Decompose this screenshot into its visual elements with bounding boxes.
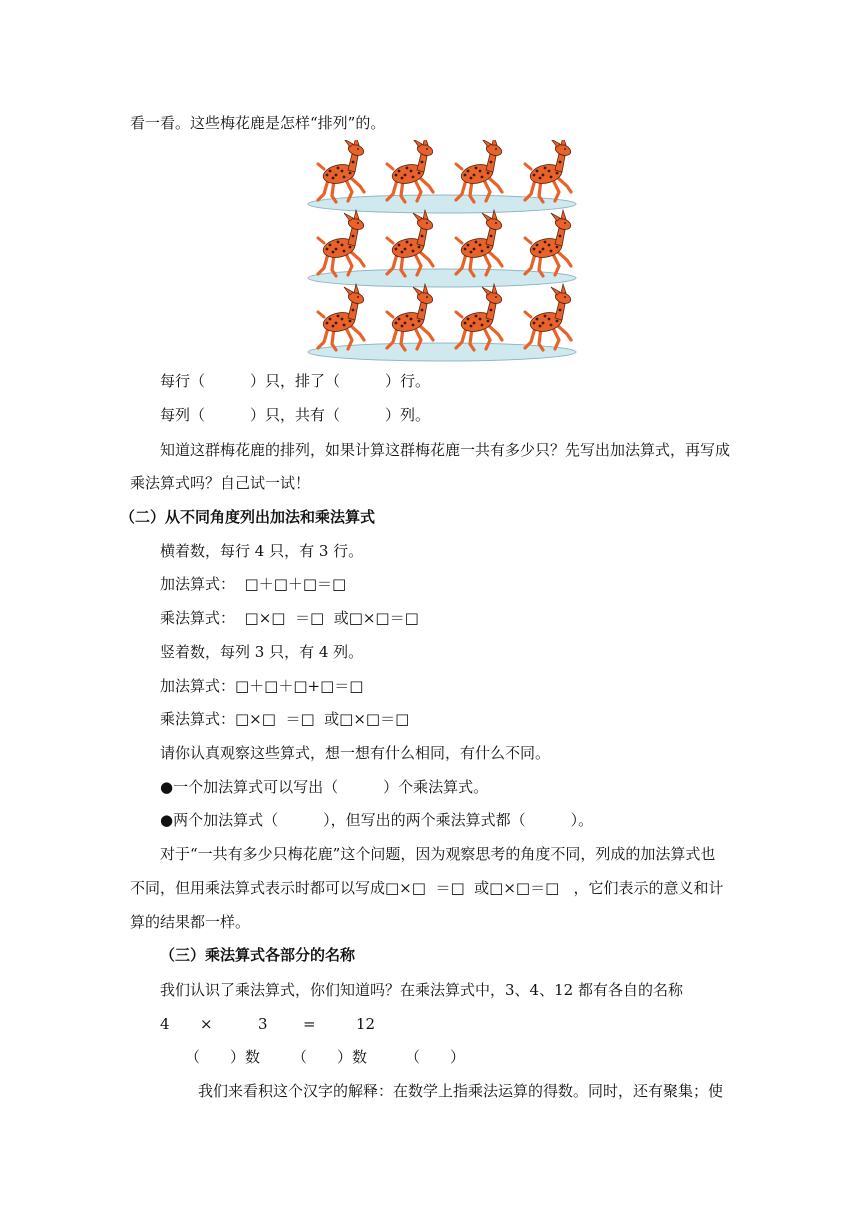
bullet-2: ●两个加法算式（ ），但写出的两个乘法算式都（ ）。: [160, 811, 594, 829]
paragraph-2-line-1: 对于“一共有多少只梅花鹿”这个问题，因为观察思考的角度不同，列成的加法算式也: [160, 845, 716, 863]
deer-icon: [387, 140, 434, 202]
equation-product: 12: [356, 1015, 376, 1033]
vertical-addition: 加法算式：□＋□＋□+□＝□: [160, 677, 364, 695]
deer-icon: [525, 140, 572, 202]
section-heading-2: （二）从不同角度列出加法和乘法算式: [120, 508, 376, 526]
deer-icon: [456, 140, 503, 202]
vertical-multiplication: 乘法算式：□×□ ＝□ 或□×□＝□: [160, 710, 410, 728]
section-heading-3: （三）乘法算式各部分的名称: [160, 946, 356, 964]
equation-equals-sign: =: [303, 1015, 316, 1033]
paragraph-4: 我们来看积这个汉字的解释：在数学上指乘法运算的得数。同时，还有聚集；使: [198, 1082, 724, 1100]
name-blank-2: （ ）数: [292, 1048, 368, 1066]
equation-factor-b: 3: [258, 1015, 268, 1033]
bullet-1: ●一个加法算式可以写出（ ）个乘法算式。: [160, 778, 489, 796]
horizontal-count: 横着数，每行 4 只，有 3 行。: [160, 542, 364, 560]
deer-icon: [318, 210, 365, 276]
horizontal-addition: 加法算式： □＋□＋□＝□: [160, 575, 347, 593]
deer-icon: [456, 284, 503, 350]
intro-text: 看一看。这些梅花鹿是怎样“排列”的。: [130, 114, 386, 132]
paragraph-2-line-2: 不同，但用乘法算式表示时都可以写成□×□ ＝□ 或□×□＝□ ，它们表示的意义和计: [130, 879, 724, 897]
vertical-count: 竖着数，每列 3 只，有 4 列。: [160, 643, 364, 661]
equation-times-sign: ×: [200, 1015, 213, 1033]
question-column: 每列（ ）只，共有（ ）列。: [160, 406, 431, 424]
deer-icon: [387, 284, 434, 350]
deer-icon: [525, 284, 572, 350]
paragraph-1-line-1: 知道这群梅花鹿的排列，如果计算这群梅花鹿一共有多少只？先写出加法算式，再写成: [160, 441, 731, 459]
deer-icon: [318, 140, 365, 202]
paragraph-1-line-2: 乘法算式吗？自己试一试！: [130, 474, 311, 492]
observe-prompt: 请你认真观察这些算式，想一想有什么相同，有什么不同。: [160, 744, 551, 762]
question-row: 每行（ ）只，排了（ ）行。: [160, 372, 431, 390]
horizontal-multiplication: 乘法算式： □×□ ＝□ 或□×□＝□: [160, 609, 419, 627]
paragraph-3: 我们认识了乘法算式，你们知道吗？在乘法算式中，3、4、12 都有各自的名称: [160, 981, 683, 999]
equation-factor-a: 4: [160, 1015, 170, 1033]
deer-icon: [387, 210, 434, 276]
deer-icon: [525, 210, 572, 276]
deer-array-figure: [306, 140, 578, 362]
paragraph-2-line-3: 算的结果都一样。: [130, 913, 251, 931]
name-blank-1: （ ）数: [185, 1048, 261, 1066]
deer-icon: [456, 210, 503, 276]
deer-icon: [318, 284, 365, 350]
name-blank-3: （ ）: [405, 1048, 466, 1066]
